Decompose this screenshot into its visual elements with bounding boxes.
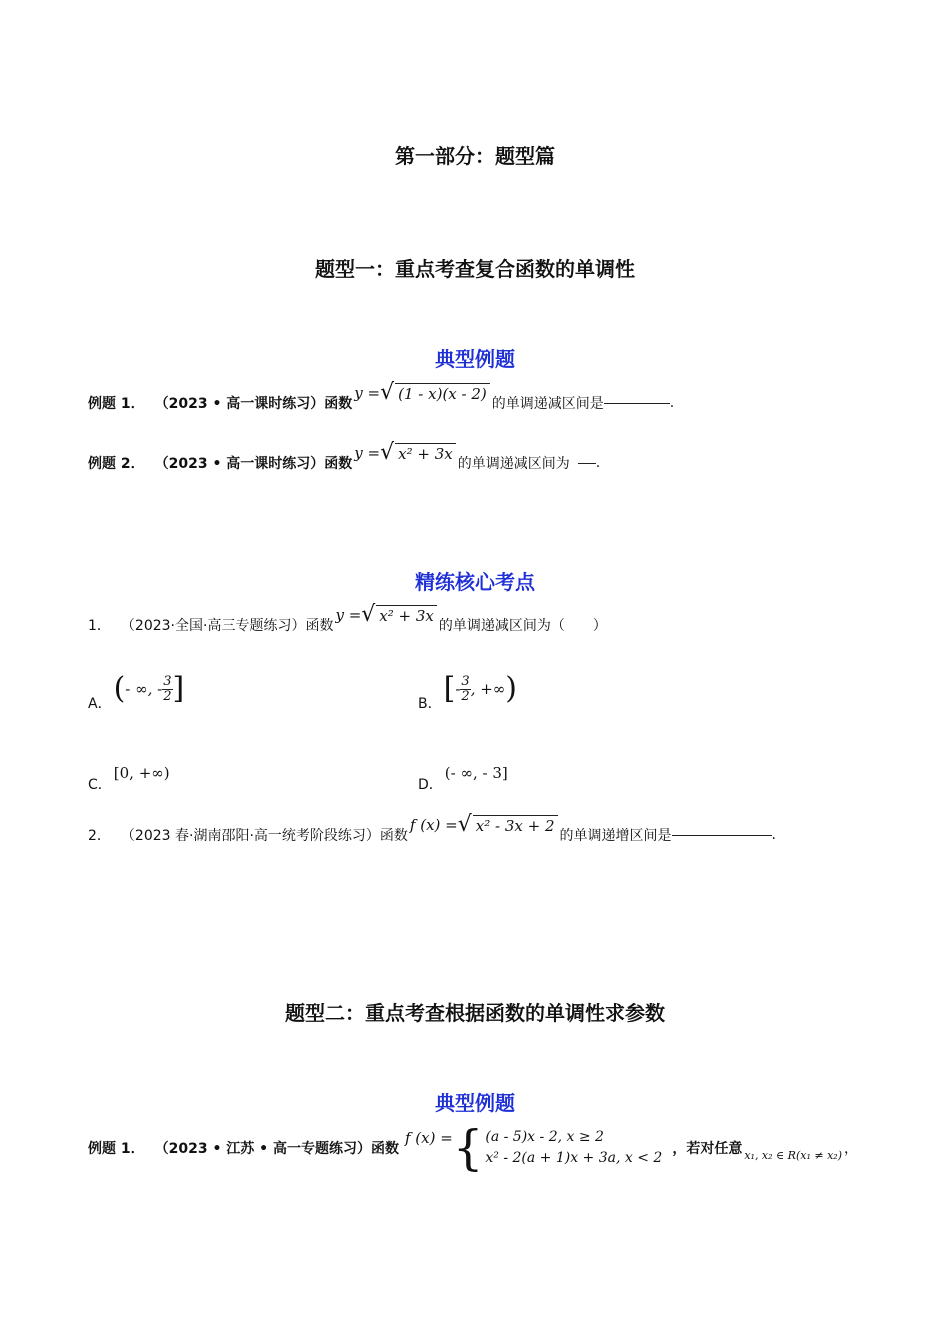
section-title-type2: 题型二：重点考查根据函数的单调性求参数 (285, 1001, 665, 1025)
brace: { (452, 1120, 484, 1176)
cases (452, 1120, 663, 1176)
type2-example-1-line (88, 1120, 858, 1176)
piecewise-formula (404, 1120, 663, 1176)
open-bracket: ( (113, 671, 126, 706)
interval-left: - (455, 680, 461, 698)
formula-lhs: f (x) = (404, 1129, 453, 1147)
option-formula: (- ∞, - 3] (444, 764, 508, 782)
denominator: 2 (163, 688, 172, 704)
example-label: 例题 2． (88, 456, 145, 472)
radicand: x² - 3x + 2 (473, 815, 558, 835)
formula (354, 382, 489, 404)
sqrt (458, 814, 558, 836)
open-bracket: [ (443, 671, 456, 706)
radical-sign: √ (380, 380, 395, 405)
numerator: 3 (163, 673, 172, 689)
answer-blank[interactable] (604, 403, 670, 404)
end-mark: ， (844, 1141, 858, 1157)
part-title: 第一部分：题型篇 (395, 144, 555, 168)
close-bracket: ] (172, 671, 185, 706)
section-title-type1: 题型一：重点考查复合函数的单调性 (315, 257, 635, 281)
sqrt (361, 604, 437, 626)
question-tail: 的单调递减区间为（ ） (438, 618, 607, 634)
question-1-line (88, 602, 607, 636)
example-tail: ，若对任意 (672, 1141, 743, 1157)
interval-left: - ∞, - (125, 680, 163, 698)
option-d[interactable] (418, 752, 510, 794)
option-label: D． (418, 777, 443, 793)
answer-blank[interactable] (578, 463, 596, 464)
option-c[interactable] (88, 752, 172, 794)
interval-right: , +∞ (470, 680, 506, 698)
examples-heading-type2: 典型例题 (435, 1091, 515, 1115)
formula (354, 442, 455, 464)
question-label: 1． (88, 618, 111, 634)
example-source: （2023 • 高一课时练习）函数 (154, 456, 353, 472)
numerator: 3 (461, 673, 470, 689)
sqrt (380, 382, 490, 404)
example-source: （2023 • 江苏 • 高一专题练习）函数 (154, 1141, 399, 1157)
option-a[interactable] (88, 665, 186, 713)
radicand: x² + 3x (376, 605, 437, 625)
option-label: C． (88, 777, 112, 793)
answer-blank[interactable] (672, 835, 772, 836)
radical-sign: √ (457, 812, 472, 837)
question-tail: 的单调递增区间是 (559, 828, 672, 844)
sqrt (380, 442, 456, 464)
formula-lhs: y = (354, 444, 381, 462)
option-formula (443, 671, 518, 706)
example-tail: 的单调递减区间是 (491, 396, 604, 412)
formula (335, 604, 436, 626)
close-bracket: ) (505, 671, 518, 706)
case-2: x² - 2(a + 1)x + 3a, x < 2 (485, 1150, 663, 1166)
case-1: (a - 5)x - 2, x ≥ 2 (485, 1129, 604, 1145)
denominator: 2 (461, 688, 470, 704)
formula (410, 814, 558, 836)
question-2-line (88, 812, 776, 846)
radical-sign: √ (380, 440, 395, 465)
case-rows (485, 1127, 662, 1169)
end-mark: . (595, 455, 601, 471)
end-mark: . (669, 395, 675, 411)
option-formula: [0, +∞) (113, 764, 170, 782)
formula-lhs: y = (354, 384, 381, 402)
option-label: B． (418, 696, 442, 712)
example-2-line (88, 440, 601, 474)
examples-heading-type1: 典型例题 (435, 347, 515, 371)
formula-lhs: y = (335, 606, 362, 624)
radicand: (1 - x)(x - 2) (395, 383, 490, 403)
question-source: （2023 春·湖南邵阳·高一统考阶段练习）函数 (120, 828, 408, 844)
fraction (460, 675, 470, 703)
condition: x₁, x₂ ∈ R(x₁ ≠ x₂) (744, 1148, 842, 1162)
question-source: （2023·全国·高三专题练习）函数 (120, 618, 334, 634)
practice-heading: 精练核心考点 (415, 570, 535, 594)
example-source: （2023 • 高一课时练习）函数 (154, 396, 353, 412)
option-b[interactable] (418, 665, 519, 713)
radical-sign: √ (361, 602, 376, 627)
end-mark: . (771, 827, 776, 843)
option-formula (113, 671, 185, 706)
fraction (162, 675, 172, 703)
example-1-line (88, 380, 675, 414)
example-label: 例题 1． (88, 1141, 145, 1157)
option-label: A． (88, 696, 112, 712)
example-label: 例题 1． (88, 396, 145, 412)
radicand: x² + 3x (395, 443, 456, 463)
example-tail: 的单调递减区间为 (457, 456, 570, 472)
formula-lhs: f (x) = (409, 816, 458, 834)
question-label: 2． (88, 828, 111, 844)
